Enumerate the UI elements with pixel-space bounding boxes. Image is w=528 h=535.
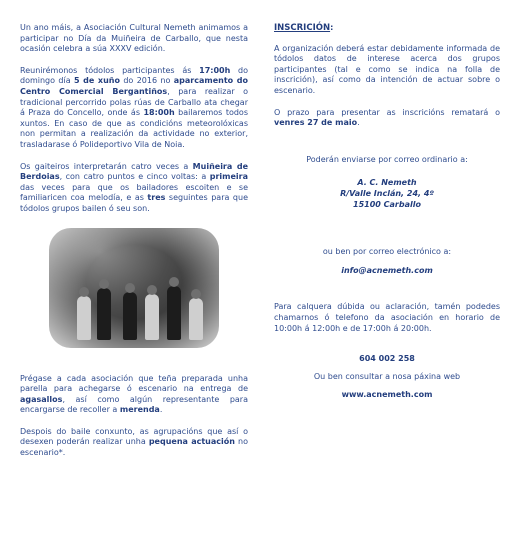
dancers-photo: [49, 228, 219, 348]
text-run: .: [357, 118, 360, 128]
web-intro: Ou ben consultar a nosa páxina web: [313, 371, 461, 381]
email-intro: ou ben por correo electrónico a:: [322, 247, 452, 257]
text-run: bailaremos todos xuntos. En caso de que as condicións meteorolóxicas non permitan a realización da actividade no exterior, trasladarase ó Polideportivo Vila de Noia.: [20, 108, 248, 149]
text-run: , para realizar o tradicional percorrido polas rúas de Carballo ata chegar á Praza do Concello, onde ás: [20, 86, 248, 118]
dancer-figure: [145, 294, 159, 340]
bold-text: aparcamento do Centro Comercial Bergantiños: [20, 76, 248, 96]
dancer-figure: [123, 292, 137, 340]
bold-text: 18:00h: [143, 108, 175, 118]
meeting-paragraph: [20, 66, 248, 151]
right-column: [274, 23, 500, 401]
performance-paragraph: [20, 427, 248, 459]
bold-text: pequena actuación: [148, 437, 235, 447]
text-run: no escenario*.: [20, 437, 248, 458]
bagpipers-paragraph: [20, 162, 248, 215]
info-paragraph: A organización deberá estar debidamente informada de tódolos datos de interese acerca dos grupos participantes (tal e como se indica na folla de inscrición), así como da intención de actuar sobre o escenario.: [274, 43, 500, 95]
dancer-figure: [189, 298, 203, 340]
left-column: [20, 23, 248, 459]
address-line: A. C. Nemeth: [357, 178, 417, 188]
address-line: R/Valle Inclán, 24, 4º: [340, 188, 434, 198]
bold-text: 17:00h: [199, 65, 231, 75]
text-run: Despois do baile conxunto, as agrupacións que así o desexen poderán realizar unha: [20, 426, 248, 447]
bold-text: agasallos: [20, 394, 63, 404]
website-link[interactable]: www.acnemeth.com: [341, 390, 433, 400]
text-run: O prazo para presentar as inscricións rematará o: [274, 107, 500, 117]
bold-text: merenda: [119, 405, 160, 415]
text-run: , así como algún representante para encargarse de recoller a: [20, 394, 248, 415]
text-run: Reunirémonos tódolos participantes ás: [20, 65, 200, 75]
contact-paragraph: Para calquera dúbida ou aclaración, tamén podedes chamarnos ó telefono da asociación en horario de 10:00h á 12:00h e de 17:00h á 20:00h.: [274, 302, 500, 333]
text-run: .: [159, 405, 163, 415]
text-run: do domingo día: [20, 65, 248, 86]
bold-text: 5 de xuño: [73, 76, 120, 86]
bold-text: primeira: [209, 172, 248, 182]
bold-text: venres 27 de maio: [274, 118, 358, 128]
intro-paragraph: Un ano máis, a Asociación Cultural Nemeth animamos a participar no Día da Muiñeira de Carballo, que nesta ocasión celebra a súa XXXV edición.: [20, 23, 248, 54]
deadline-paragraph: [274, 108, 500, 129]
section-heading: INSCRICIÓN:: [274, 23, 334, 33]
text-run: Os gaiteiros interpretarán catro veces a: [20, 161, 193, 171]
text-run: Prégase a cada asociación que teña preparada unha parella para achegarse ó escenario na entrega de: [20, 373, 248, 394]
dancer-figure: [77, 296, 91, 340]
gifts-paragraph: [20, 374, 248, 416]
text-run: das veces para que os bailadores escoiten e se familiaricen coa melodía, e as: [20, 182, 248, 203]
bold-text: tres: [147, 193, 166, 203]
dancer-figure: [167, 286, 181, 340]
text-run: do 2016 no: [119, 76, 174, 86]
section-title: INSCRICIÓN: [274, 23, 331, 33]
mail-intro: Poderán enviarse por correo ordinario a:: [306, 154, 468, 164]
phone-number[interactable]: 604 002 258: [359, 354, 415, 364]
postal-address: [274, 178, 500, 210]
bold-text: Muiñeira de Berdoias: [20, 161, 249, 182]
text-run: , con catro puntos e cinco voltas: a: [59, 172, 210, 182]
text-run: seguintes para que tódolos grupos bailen ó seu son.: [20, 193, 248, 213]
dancer-figure: [97, 288, 111, 340]
address-line: 15100 Carballo: [353, 199, 421, 209]
email-address[interactable]: info@acnemeth.com: [341, 265, 433, 275]
